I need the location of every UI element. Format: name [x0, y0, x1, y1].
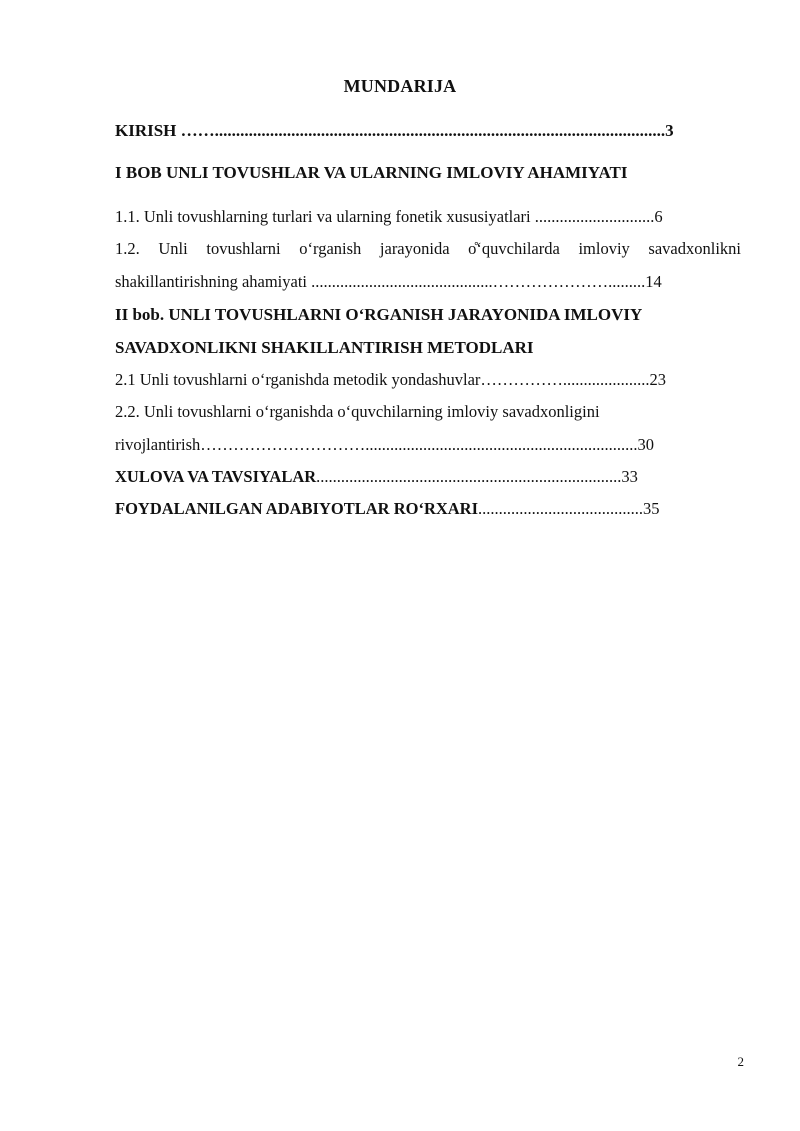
toc-chapter-1: I BOB UNLI TOVUSHLAR VA ULARNING IMLOVIY AHAMIYATI — [115, 163, 628, 182]
toc-entry-adabiyotlar-dots: ........................................35 — [478, 499, 660, 518]
toc-entry-2-1: 2.1 Unli tovushlarni oʻrganishda metodik yondashuvlar…………….....................23 — [115, 370, 667, 389]
toc-entry-2-2-line-2: rivojlantirish…………………………..................................................................30 — [115, 435, 654, 454]
toc-entry-1-1: 1.1. Unli tovushlarning turlari va ularning fonetik xususiyatlari .............................6 — [115, 207, 663, 226]
toc-entry-adabiyotlar — [115, 498, 741, 520]
toc-chapter-2-line-2: SAVADXONLIKNI SHAKILLANTIRISH METODLARI — [115, 338, 534, 357]
toc-entry-xulosa-label: XULOVA VA TAVSIYALAR — [115, 467, 317, 486]
toc-entry-adabiyotlar-label: FOYDALANILGAN ADABIYOTLAR ROʻRXARI — [115, 499, 479, 518]
toc-entry-xulosa-dots: ..........................................................................33 — [316, 467, 638, 486]
page-title: MUNDARIJA — [343, 76, 457, 96]
toc-entry-2-2-line-1: 2.2. Unli tovushlarni oʻrganishda oʻquvchilarning imloviy savadxonligini — [115, 402, 600, 421]
page-number: 2 — [737, 1054, 744, 1069]
toc-chapter-2-line-1: II bob. UNLI TOVUSHLARNI OʻRGANISH JARAYONIDA IMLOVIY — [115, 305, 643, 324]
toc-entry-1-2-line-1: 1.2. Unli tovushlarni oʻrganish jarayonida o̊ʻquvchilarda imloviy savadxonlikni — [115, 239, 741, 258]
toc-entry-1-2-line-2: shakillantirishning ahamiyati ............................................………………….........14 — [115, 272, 662, 291]
toc-entry-kirish: KIRISH ……..........................................................................................................3 — [115, 121, 674, 140]
toc-entry-xulosa — [115, 466, 741, 488]
